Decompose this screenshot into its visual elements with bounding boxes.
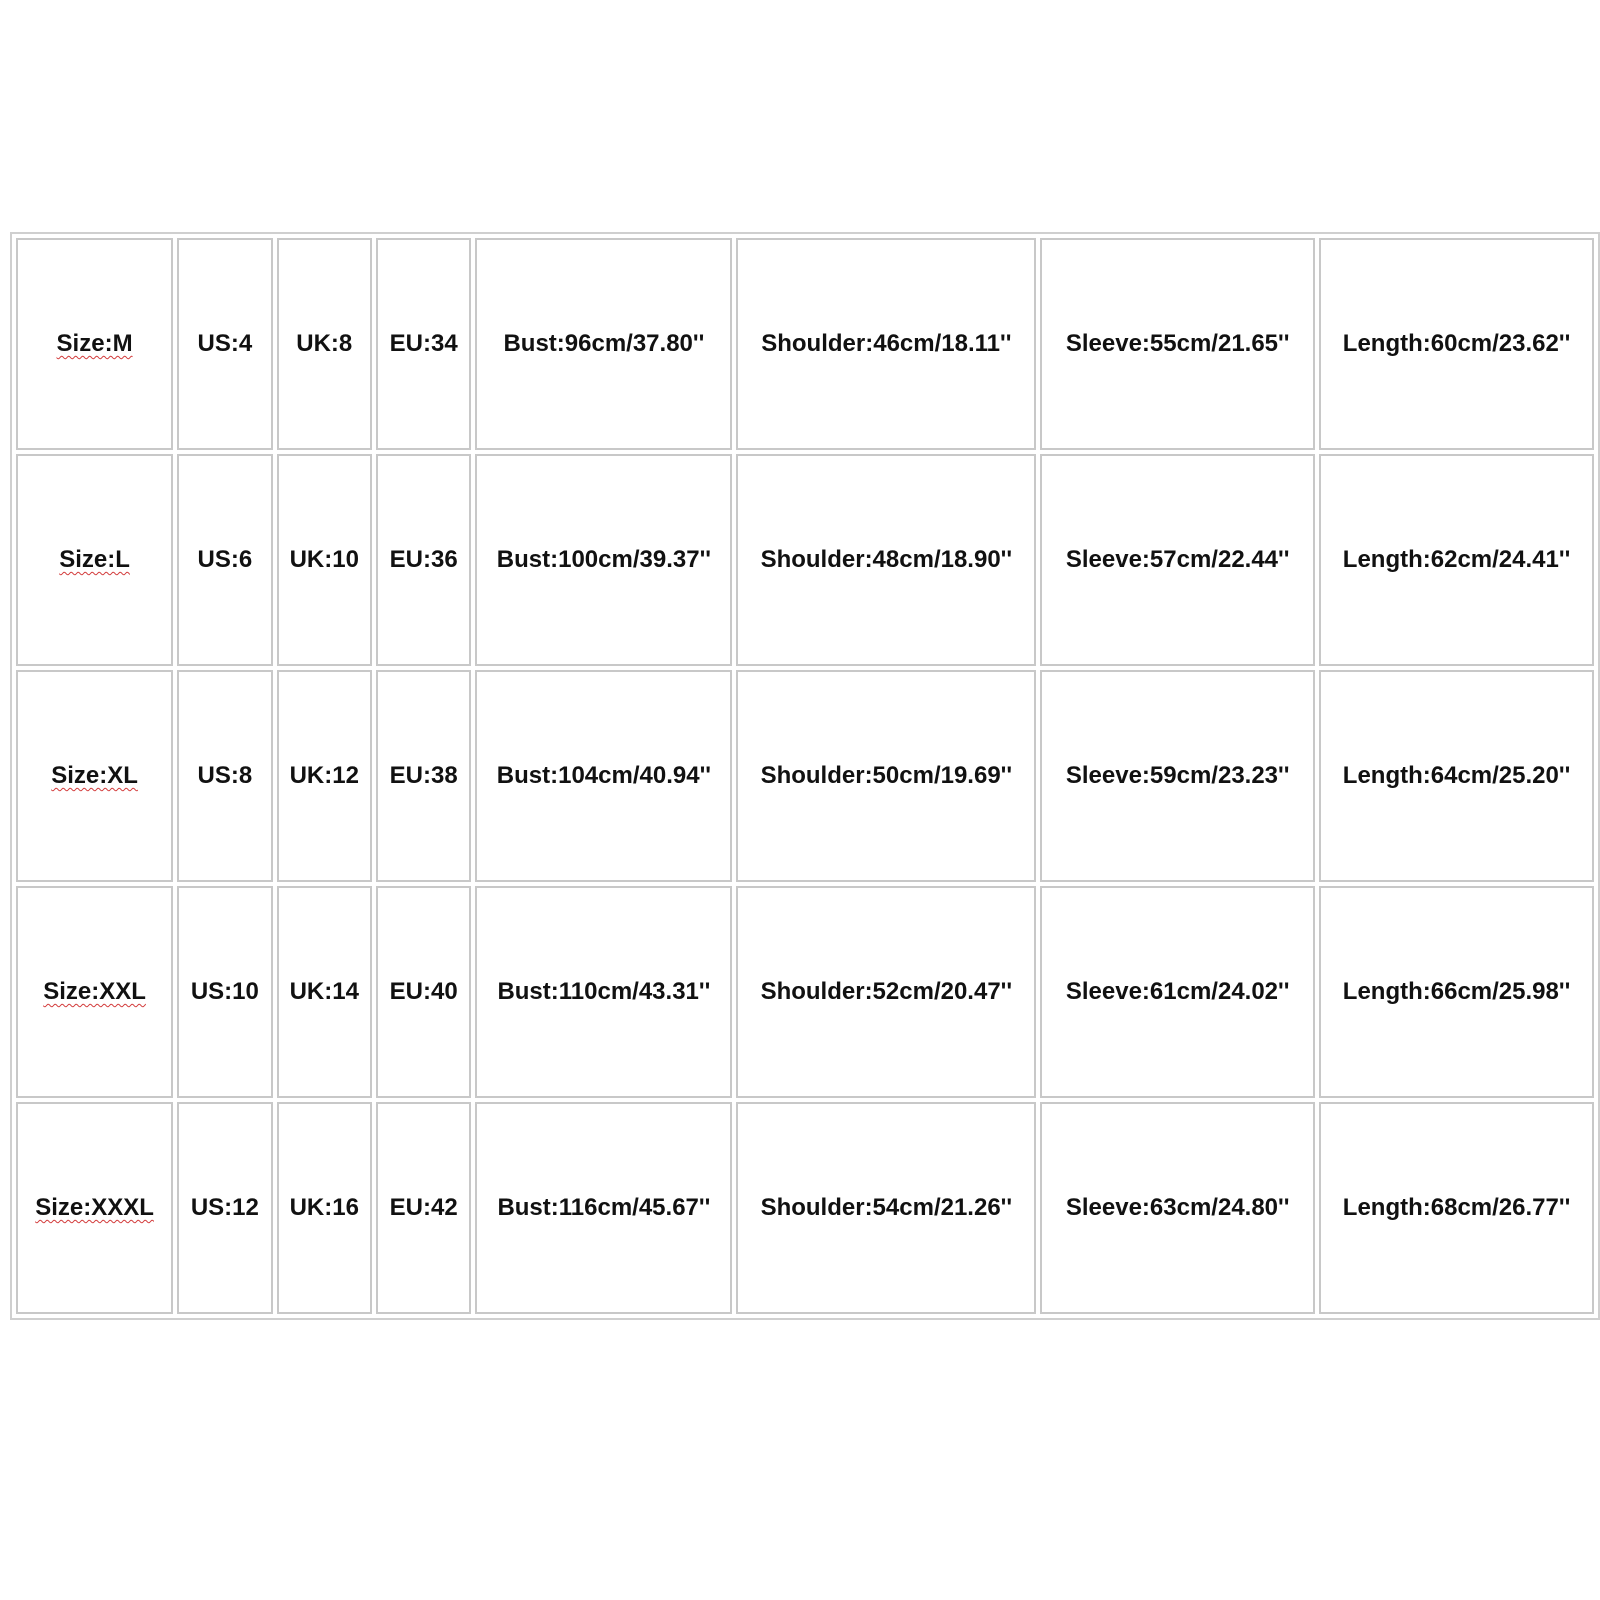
shoulder-cell: Shoulder:54cm/21.26'': [736, 1102, 1036, 1314]
table-row: [16, 886, 1594, 1098]
size-label: Size:XXXL: [35, 1194, 154, 1221]
sleeve-cell: Sleeve:57cm/22.44'': [1040, 454, 1315, 666]
length-cell: Length:60cm/23.62'': [1319, 238, 1594, 450]
size-chart-table: [10, 232, 1600, 1320]
eu-size-cell: EU:38: [376, 670, 471, 882]
sleeve-cell: Sleeve:61cm/24.02'': [1040, 886, 1315, 1098]
size-label: Size:L: [59, 546, 130, 573]
size-cell: [16, 670, 173, 882]
size-cell: [16, 454, 173, 666]
eu-size-cell: EU:36: [376, 454, 471, 666]
size-label: Size:XXL: [43, 978, 146, 1005]
table-row: [16, 238, 1594, 450]
length-cell: Length:68cm/26.77'': [1319, 1102, 1594, 1314]
length-cell: Length:64cm/25.20'': [1319, 670, 1594, 882]
bust-cell: Bust:100cm/39.37'': [475, 454, 732, 666]
shoulder-cell: Shoulder:50cm/19.69'': [736, 670, 1036, 882]
uk-size-cell: UK:12: [277, 670, 372, 882]
uk-size-cell: UK:14: [277, 886, 372, 1098]
table-row: [16, 670, 1594, 882]
eu-size-cell: EU:42: [376, 1102, 471, 1314]
eu-size-cell: EU:34: [376, 238, 471, 450]
table-row: [16, 454, 1594, 666]
us-size-cell: US:10: [177, 886, 272, 1098]
us-size-cell: US:12: [177, 1102, 272, 1314]
shoulder-cell: Shoulder:46cm/18.11'': [736, 238, 1036, 450]
eu-size-cell: EU:40: [376, 886, 471, 1098]
length-cell: Length:62cm/24.41'': [1319, 454, 1594, 666]
sleeve-cell: Sleeve:55cm/21.65'': [1040, 238, 1315, 450]
bust-cell: Bust:116cm/45.67'': [475, 1102, 732, 1314]
uk-size-cell: UK:8: [277, 238, 372, 450]
shoulder-cell: Shoulder:48cm/18.90'': [736, 454, 1036, 666]
table-row: [16, 1102, 1594, 1314]
us-size-cell: US:6: [177, 454, 272, 666]
sleeve-cell: Sleeve:63cm/24.80'': [1040, 1102, 1315, 1314]
size-cell: [16, 1102, 173, 1314]
size-cell: [16, 886, 173, 1098]
sleeve-cell: Sleeve:59cm/23.23'': [1040, 670, 1315, 882]
bust-cell: Bust:104cm/40.94'': [475, 670, 732, 882]
shoulder-cell: Shoulder:52cm/20.47'': [736, 886, 1036, 1098]
size-cell: [16, 238, 173, 450]
us-size-cell: US:4: [177, 238, 272, 450]
size-label: Size:XL: [51, 762, 138, 789]
uk-size-cell: UK:10: [277, 454, 372, 666]
bust-cell: Bust:96cm/37.80'': [475, 238, 732, 450]
us-size-cell: US:8: [177, 670, 272, 882]
length-cell: Length:66cm/25.98'': [1319, 886, 1594, 1098]
bust-cell: Bust:110cm/43.31'': [475, 886, 732, 1098]
uk-size-cell: UK:16: [277, 1102, 372, 1314]
size-label: Size:M: [56, 330, 133, 357]
